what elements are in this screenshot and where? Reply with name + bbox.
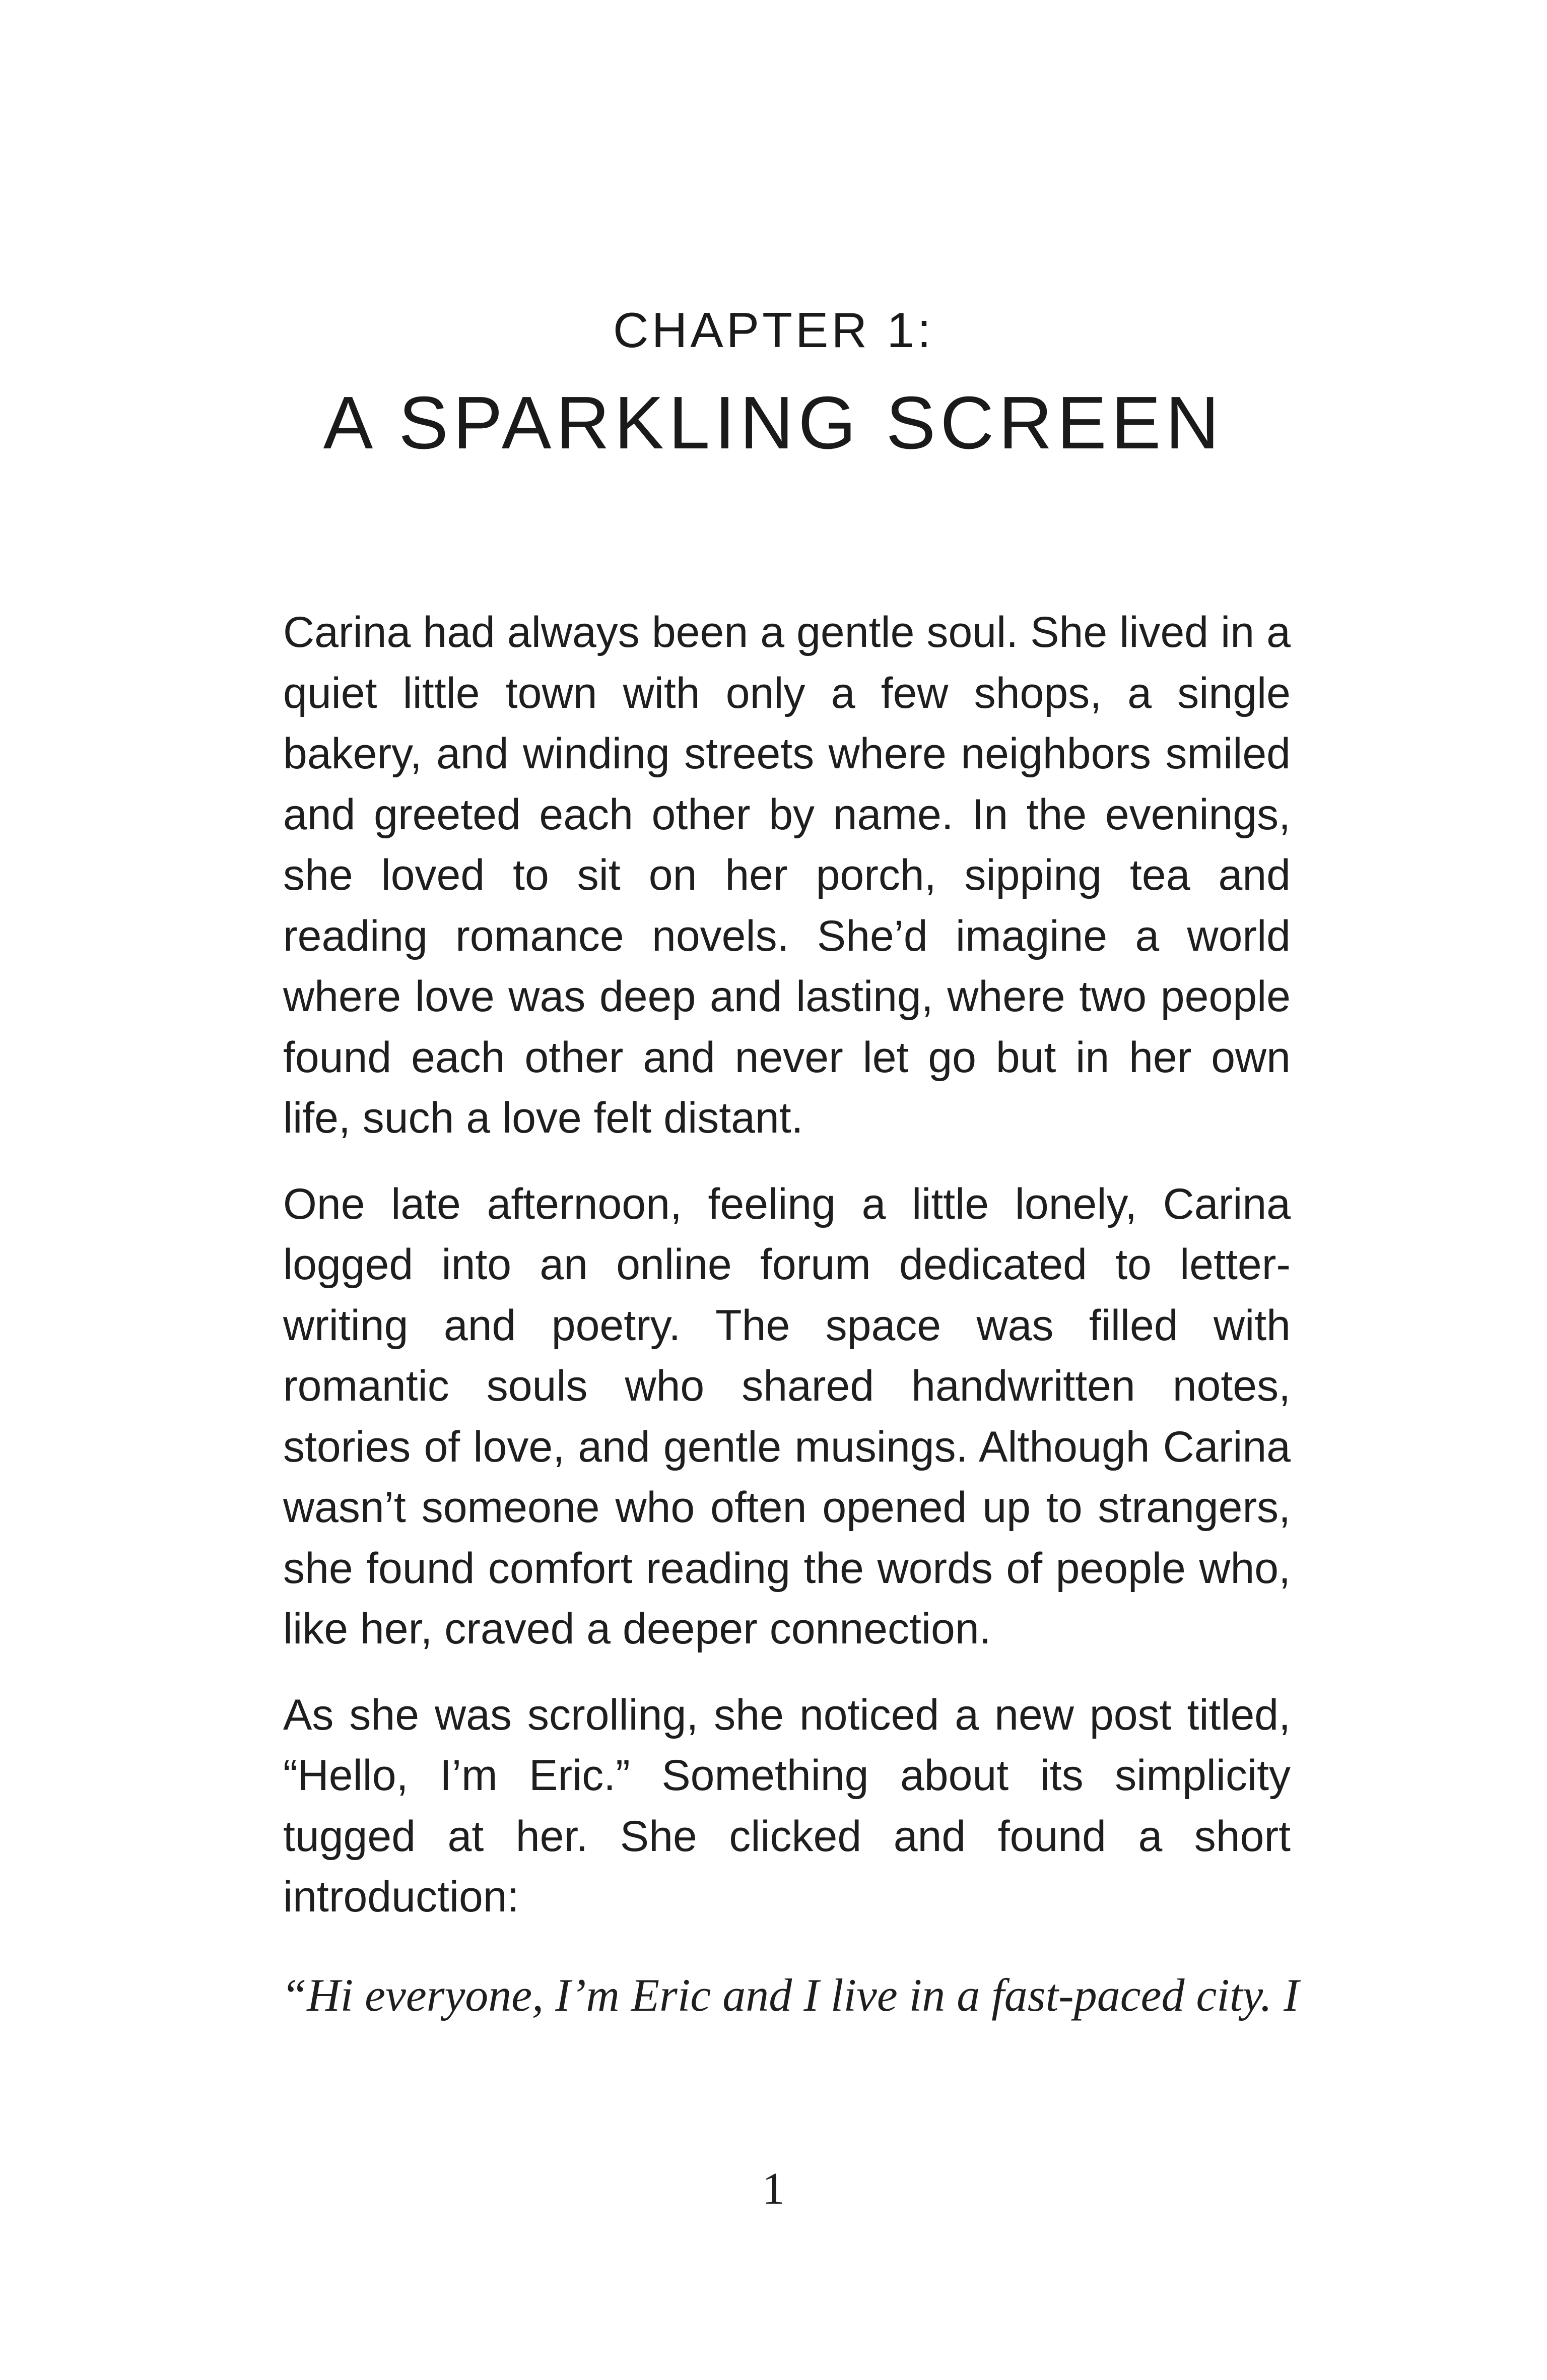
chapter-body (283, 602, 1291, 1953)
quoted-introduction: “Hi everyone, I’m Eric and I live in a fast-paced city. I (281, 1969, 1299, 2021)
paragraph: One late afternoon, feeling a little lonely, Carina logged into an online forum dedicated to letter-writing and poetry. The space was filled with romantic souls who shared handwritten notes, stories of love, and gentle musings. Although Carina wasn’t someone who often opened up to strangers, she found comfort reading the words of people who, like her, craved a deeper connection. (283, 1179, 1291, 1653)
chapter-label: CHAPTER 1: (613, 302, 934, 358)
paragraph: As she was scrolling, she noticed a new post titled, “Hello, I’m Eric.” Something about its simplicity tugged at her. She clicked and found a short introduction: (283, 1690, 1291, 1921)
paragraph: Carina had always been a gentle soul. She lived in a quiet little town with only a few shops, a single bakery, and winding streets where neighbors smiled and greeted each other by name. In the evenings, she loved to sit on her porch, sipping tea and reading romance novels. She’d imagine a world where love was deep and lasting, where two people found each other and never let go but in her own life, such a love felt distant. (283, 608, 1291, 1142)
chapter-title: A SPARKLING SCREEN (323, 381, 1224, 465)
page-number: 1 (762, 2164, 785, 2214)
